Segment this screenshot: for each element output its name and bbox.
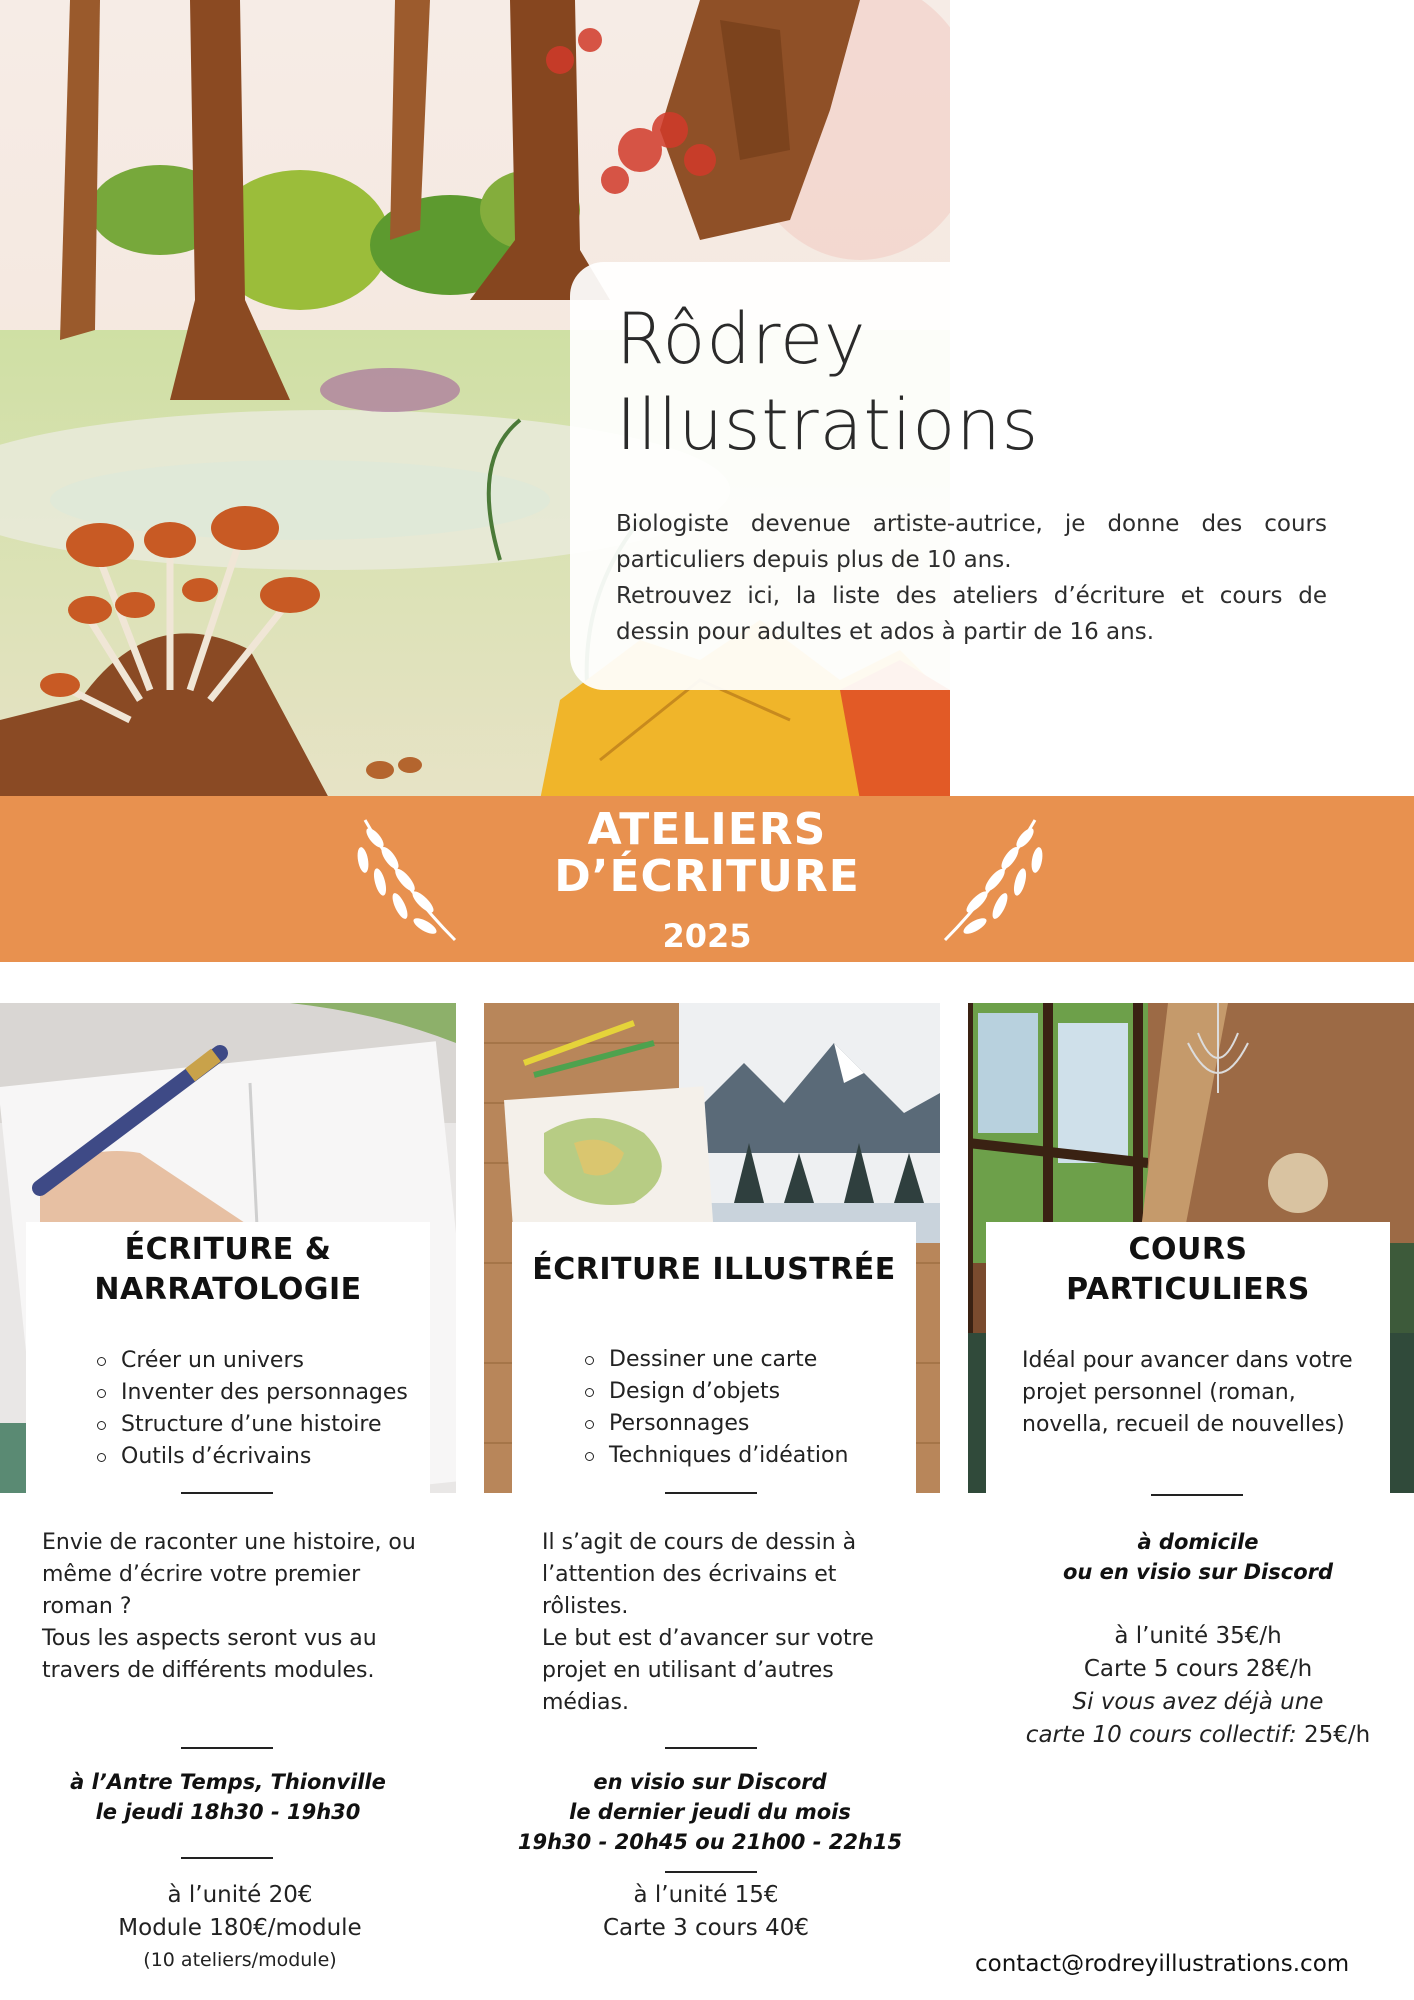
list-item: Outils d’écrivains bbox=[89, 1441, 430, 1473]
brand-title: Rôdrey Illustrations bbox=[616, 298, 1040, 466]
list-item: Créer un univers bbox=[89, 1345, 430, 1377]
list-item: Structure d’une histoire bbox=[89, 1409, 430, 1441]
list-item: Dessiner une carte bbox=[577, 1344, 916, 1376]
divider bbox=[665, 1747, 757, 1749]
card-private-lessons bbox=[986, 1222, 1390, 1493]
illustrated-description: Il s’agit de cours de dessin à l’attention des écrivains et rôlistes. Le but est d’avancer sur votre projet en utilisant d’autres médias. bbox=[542, 1530, 874, 1715]
contact-email[interactable]: contact@rodreyillustrations.com bbox=[975, 1951, 1350, 1977]
list-item: Design d’objets bbox=[577, 1376, 916, 1408]
card-title: COURS PARTICULIERS bbox=[1066, 1232, 1310, 1307]
divider bbox=[181, 1857, 273, 1859]
list-item: Personnages bbox=[577, 1408, 916, 1440]
divider bbox=[665, 1492, 757, 1494]
illustrated-prices: à l’unité 15€ Carte 3 cours 40€ bbox=[603, 1882, 809, 1941]
private-prices: à l’unité 35€/h Carte 5 cours 28€/h Si vous avez déjà une carte 10 cours collectif: 25€/h bbox=[998, 1620, 1398, 1752]
banner-year: 2025 bbox=[662, 917, 752, 955]
list-item: Inventer des personnages bbox=[89, 1377, 430, 1409]
topics-list bbox=[577, 1344, 916, 1472]
topics-list bbox=[89, 1345, 430, 1473]
card-writing-narratology bbox=[26, 1222, 430, 1493]
intro-card bbox=[570, 262, 1370, 690]
list-item: Techniques d’idéation bbox=[577, 1440, 916, 1472]
card-title: ÉCRITURE ILLUSTRÉE bbox=[532, 1252, 896, 1287]
divider bbox=[181, 1492, 273, 1494]
private-location: à domicile ou en visio sur Discord bbox=[1062, 1530, 1334, 1584]
writing-prices: à l’unité 20€ Module 180€/module (10 ateliers/module) bbox=[118, 1882, 362, 1971]
card-illustrated-writing bbox=[512, 1222, 916, 1493]
intro-paragraph-2: Retrouvez ici, la liste des ateliers d’écriture et cours de dessin pour adultes et ados à partir de 16 ans. bbox=[616, 583, 1327, 645]
intro-paragraph-1: Biologiste devenue artiste-autrice, je donne des cours particuliers depuis plus de 10 ans. bbox=[616, 511, 1327, 573]
card-description: Idéal pour avancer dans votre projet personnel (roman, novella, recueil de nouvelles) bbox=[1022, 1348, 1353, 1437]
writing-description: Envie de raconter une histoire, ou même d’écrire votre premier roman ? Tous les aspects seront vus au travers de différents modules. bbox=[42, 1530, 416, 1683]
divider bbox=[1151, 1494, 1243, 1496]
writing-location: à l’Antre Temps, Thionville le jeudi 18h30 - 19h30 bbox=[70, 1770, 386, 1824]
banner-title: ATELIERS D’ÉCRITURE bbox=[554, 804, 860, 902]
card-title: ÉCRITURE & NARRATOLOGIE bbox=[94, 1232, 362, 1307]
divider bbox=[665, 1871, 757, 1873]
divider bbox=[181, 1747, 273, 1749]
collective-price-line: carte 10 cours collectif: 25€/h bbox=[1025, 1722, 1371, 1748]
illustrated-location: en visio sur Discord le dernier jeudi du mois 19h30 - 20h45 ou 21h00 - 22h15 bbox=[517, 1770, 903, 1854]
